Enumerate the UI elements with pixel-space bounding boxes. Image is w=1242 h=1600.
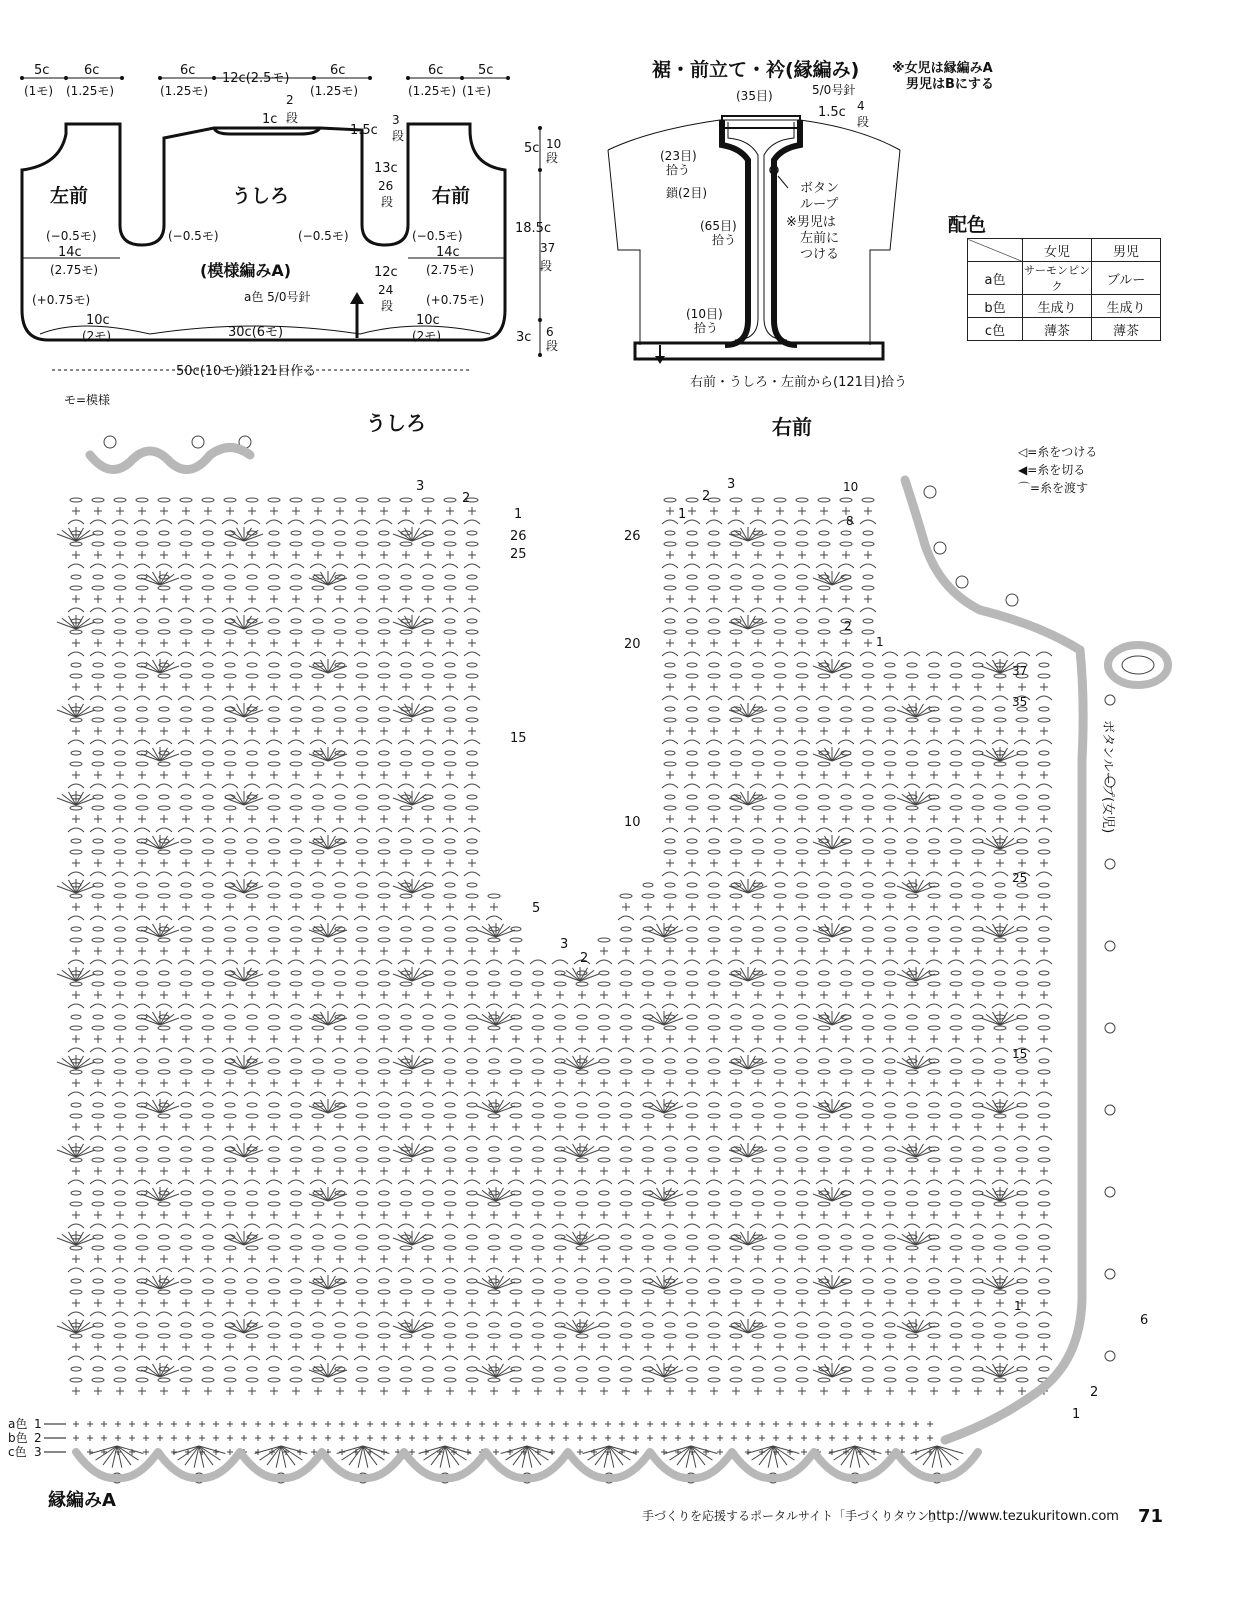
color-row-labels <box>8 1417 66 1459</box>
color-table <box>967 238 1161 341</box>
v-37-unit: 段 <box>540 259 553 273</box>
edging-title: 裾・前立て・衿(縁編み) <box>652 59 860 81</box>
back-row-numbers <box>416 479 588 966</box>
measure-right-b-sub: (1モ) <box>462 84 491 98</box>
v-10: 10 <box>546 137 562 151</box>
table-cell: a色 <box>968 262 1023 295</box>
boy-note-3: つける <box>800 247 840 262</box>
side-275-left: (2.75モ) <box>50 263 99 277</box>
label-left-front: 左前 <box>50 185 89 207</box>
v-6-unit: 段 <box>546 339 559 353</box>
v-185c: 18.5c <box>515 221 552 236</box>
legend-mo: モ=模様 <box>64 393 111 407</box>
loop-label-2: ループ <box>800 197 839 212</box>
loop-label-1: ボタン <box>800 181 840 196</box>
svg-text:b色: b色 <box>8 1431 28 1445</box>
dec-4: (−0.5モ) <box>412 229 463 243</box>
svg-text:15: 15 <box>510 731 527 746</box>
svg-text:2: 2 <box>702 489 711 504</box>
side-14c-left: 14c <box>58 245 82 260</box>
svg-text:c色: c色 <box>8 1445 27 1459</box>
dec-2: (−0.5モ) <box>168 229 219 243</box>
pick-65: (65目) <box>700 219 737 233</box>
table-cell: ブルー <box>1092 262 1161 295</box>
svg-text:37: 37 <box>1012 664 1028 678</box>
table-cell: c色 <box>968 318 1023 341</box>
arm-26-unit: 段 <box>381 195 394 209</box>
v-5c: 5c <box>524 141 540 156</box>
button-loop <box>1108 645 1168 685</box>
bottom-scallop-edging <box>76 1452 978 1478</box>
v-3c: 3c <box>516 330 532 345</box>
svg-text:2: 2 <box>34 1431 42 1445</box>
color-table-title: 配色 <box>948 214 987 236</box>
back-shoulder-edging <box>90 448 250 470</box>
body-24: 24 <box>378 283 394 297</box>
inc-right: (+0.75モ) <box>426 293 485 307</box>
svg-text:1: 1 <box>34 1417 42 1431</box>
svg-text:26: 26 <box>624 529 641 544</box>
table-cell: 生成り <box>1092 295 1161 318</box>
v-37: 37 <box>540 241 556 255</box>
svg-text:8: 8 <box>846 514 854 528</box>
measure-left-b-sub: (1.25モ) <box>66 84 115 98</box>
svg-text:5: 5 <box>532 901 541 916</box>
pick-65-word: 拾う <box>712 233 737 247</box>
neck-1c: 1c <box>262 112 278 127</box>
svg-text:1: 1 <box>1072 1407 1081 1422</box>
measure-back-a-sub: (1.25モ) <box>160 84 209 98</box>
svg-text:2: 2 <box>462 491 471 506</box>
label-back: うしろ <box>232 185 290 207</box>
edging-schematic <box>608 58 994 390</box>
svg-text:2: 2 <box>844 619 852 633</box>
measure-back-mid: 12c(2.5モ) <box>222 71 290 86</box>
svg-text:35: 35 <box>1012 695 1028 709</box>
table-cell: サーモンピンク <box>1023 262 1092 295</box>
label-right-front: 右前 <box>432 185 471 207</box>
table-cell: b色 <box>968 295 1023 318</box>
edge-4-unit: 段 <box>857 115 870 129</box>
pick-10-word: 拾う <box>694 321 719 335</box>
neck-2-dan: 2 <box>286 93 294 107</box>
bottom-30c: 30c(6モ) <box>228 325 284 340</box>
dec-1: (−0.5モ) <box>46 229 97 243</box>
measure-back-b: 6c <box>330 63 346 78</box>
svg-text:3: 3 <box>560 937 569 952</box>
svg-text:10: 10 <box>843 480 859 494</box>
body-24-unit: 段 <box>381 299 394 313</box>
collar-count: (35目) <box>736 89 773 103</box>
edging-needle: 5/0号針 <box>812 83 856 97</box>
body-12c: 12c <box>374 265 398 280</box>
legend-pass: ⌒=糸を渡す <box>1018 481 1089 495</box>
chart-label-right-front: 右前 <box>772 415 812 439</box>
shoulder-3: 3 <box>392 113 400 127</box>
inc-left: (+0.75モ) <box>32 293 91 307</box>
table-cell: 生成り <box>1023 295 1092 318</box>
edging-note-1: ※女児は縁編みA <box>892 61 993 76</box>
v-6: 6 <box>546 325 554 339</box>
svg-text:3: 3 <box>34 1445 42 1459</box>
measure-right-a-sub: (1.25モ) <box>408 84 457 98</box>
legend-attach: ◁=糸をつける <box>1018 445 1098 459</box>
svg-text:10: 10 <box>624 815 641 830</box>
legend-cut: ◀=糸を切る <box>1018 463 1086 477</box>
boy-note-1: ※男児は <box>786 215 836 230</box>
side-275-right: (2.75モ) <box>426 263 475 277</box>
chart-label-back: うしろ <box>366 411 426 435</box>
svg-text:1: 1 <box>678 507 687 522</box>
measure-left-a-sub: (1モ) <box>24 84 53 98</box>
arm-13c: 13c <box>374 161 398 176</box>
bottom-2mo-right: (2モ) <box>412 329 441 343</box>
pick-23-word: 拾う <box>666 163 691 177</box>
bottom-2mo-left: (2モ) <box>82 329 111 343</box>
svg-text:26: 26 <box>510 529 527 544</box>
side-14c-right: 14c <box>436 245 460 260</box>
table-cell: 薄茶 <box>1023 318 1092 341</box>
shoulder-3-unit: 段 <box>392 129 405 143</box>
chain-2: 鎖(2目) <box>666 186 707 200</box>
svg-text:1: 1 <box>514 507 523 522</box>
pattern-name: (模様編みA) <box>200 261 292 280</box>
measure-right-a: 6c <box>428 63 444 78</box>
svg-text:a色: a色 <box>8 1417 28 1431</box>
edging-a-label: 縁編みA <box>48 1490 116 1511</box>
svg-text:6: 6 <box>1140 1313 1149 1328</box>
table-corner <box>968 239 1023 262</box>
edging-note-2: 男児はBにする <box>906 77 994 92</box>
pick-10: (10目) <box>686 307 723 321</box>
button-loop-label: ボタンループ(女児) <box>1100 720 1115 834</box>
arm-26: 26 <box>378 179 394 193</box>
footer-text: 手づくりを応援するポータルサイト「手づくりタウン」 <box>642 1509 942 1523</box>
svg-text:2: 2 <box>1090 1385 1099 1400</box>
measure-left-b: 6c <box>84 63 100 78</box>
shoulder-15c: 1.5c <box>350 123 378 138</box>
svg-text:2: 2 <box>580 951 589 966</box>
bottom-pick: 右前・うしろ・左前から(121目)拾う <box>690 375 907 390</box>
dec-3: (−0.5モ) <box>298 229 349 243</box>
measure-left-a: 5c <box>34 63 50 78</box>
bottom-10c-left: 10c <box>86 313 110 328</box>
edge-4: 4 <box>857 99 865 113</box>
svg-text:20: 20 <box>624 637 641 652</box>
measure-back-b-sub: (1.25モ) <box>310 84 359 98</box>
svg-text:25: 25 <box>1012 871 1028 885</box>
measure-right-b: 5c <box>478 63 494 78</box>
table-cell: 薄茶 <box>1092 318 1161 341</box>
svg-text:3: 3 <box>727 477 736 492</box>
garment-schematic <box>20 63 561 407</box>
svg-text:15: 15 <box>1012 1047 1028 1061</box>
pick-23: (23目) <box>660 149 697 163</box>
neck-2-dan-unit: 段 <box>286 111 299 125</box>
foundation: 50c(10モ)鎖121目作る <box>176 364 317 379</box>
hem-band <box>635 343 883 359</box>
measure-back-a: 6c <box>180 63 196 78</box>
edge-15c: 1.5c <box>818 105 846 120</box>
svg-text:1: 1 <box>1014 1299 1022 1313</box>
svg-text:1: 1 <box>876 635 884 649</box>
front-row-numbers <box>624 477 1148 1422</box>
v-10-unit: 段 <box>546 151 559 165</box>
table-header-boy: 男児 <box>1092 239 1161 262</box>
footer-url[interactable]: http://www.tezukuritown.com <box>928 1509 1119 1524</box>
svg-text:3: 3 <box>416 479 425 494</box>
svg-text:25: 25 <box>510 547 527 562</box>
yarn-needle: a色 5/0号針 <box>244 290 311 304</box>
table-header-girl: 女児 <box>1023 239 1092 262</box>
crochet-chart <box>8 411 1168 1511</box>
boy-note-2: 左前に <box>800 231 840 246</box>
bottom-10c-right: 10c <box>416 313 440 328</box>
page-number: 71 <box>1138 1506 1164 1527</box>
